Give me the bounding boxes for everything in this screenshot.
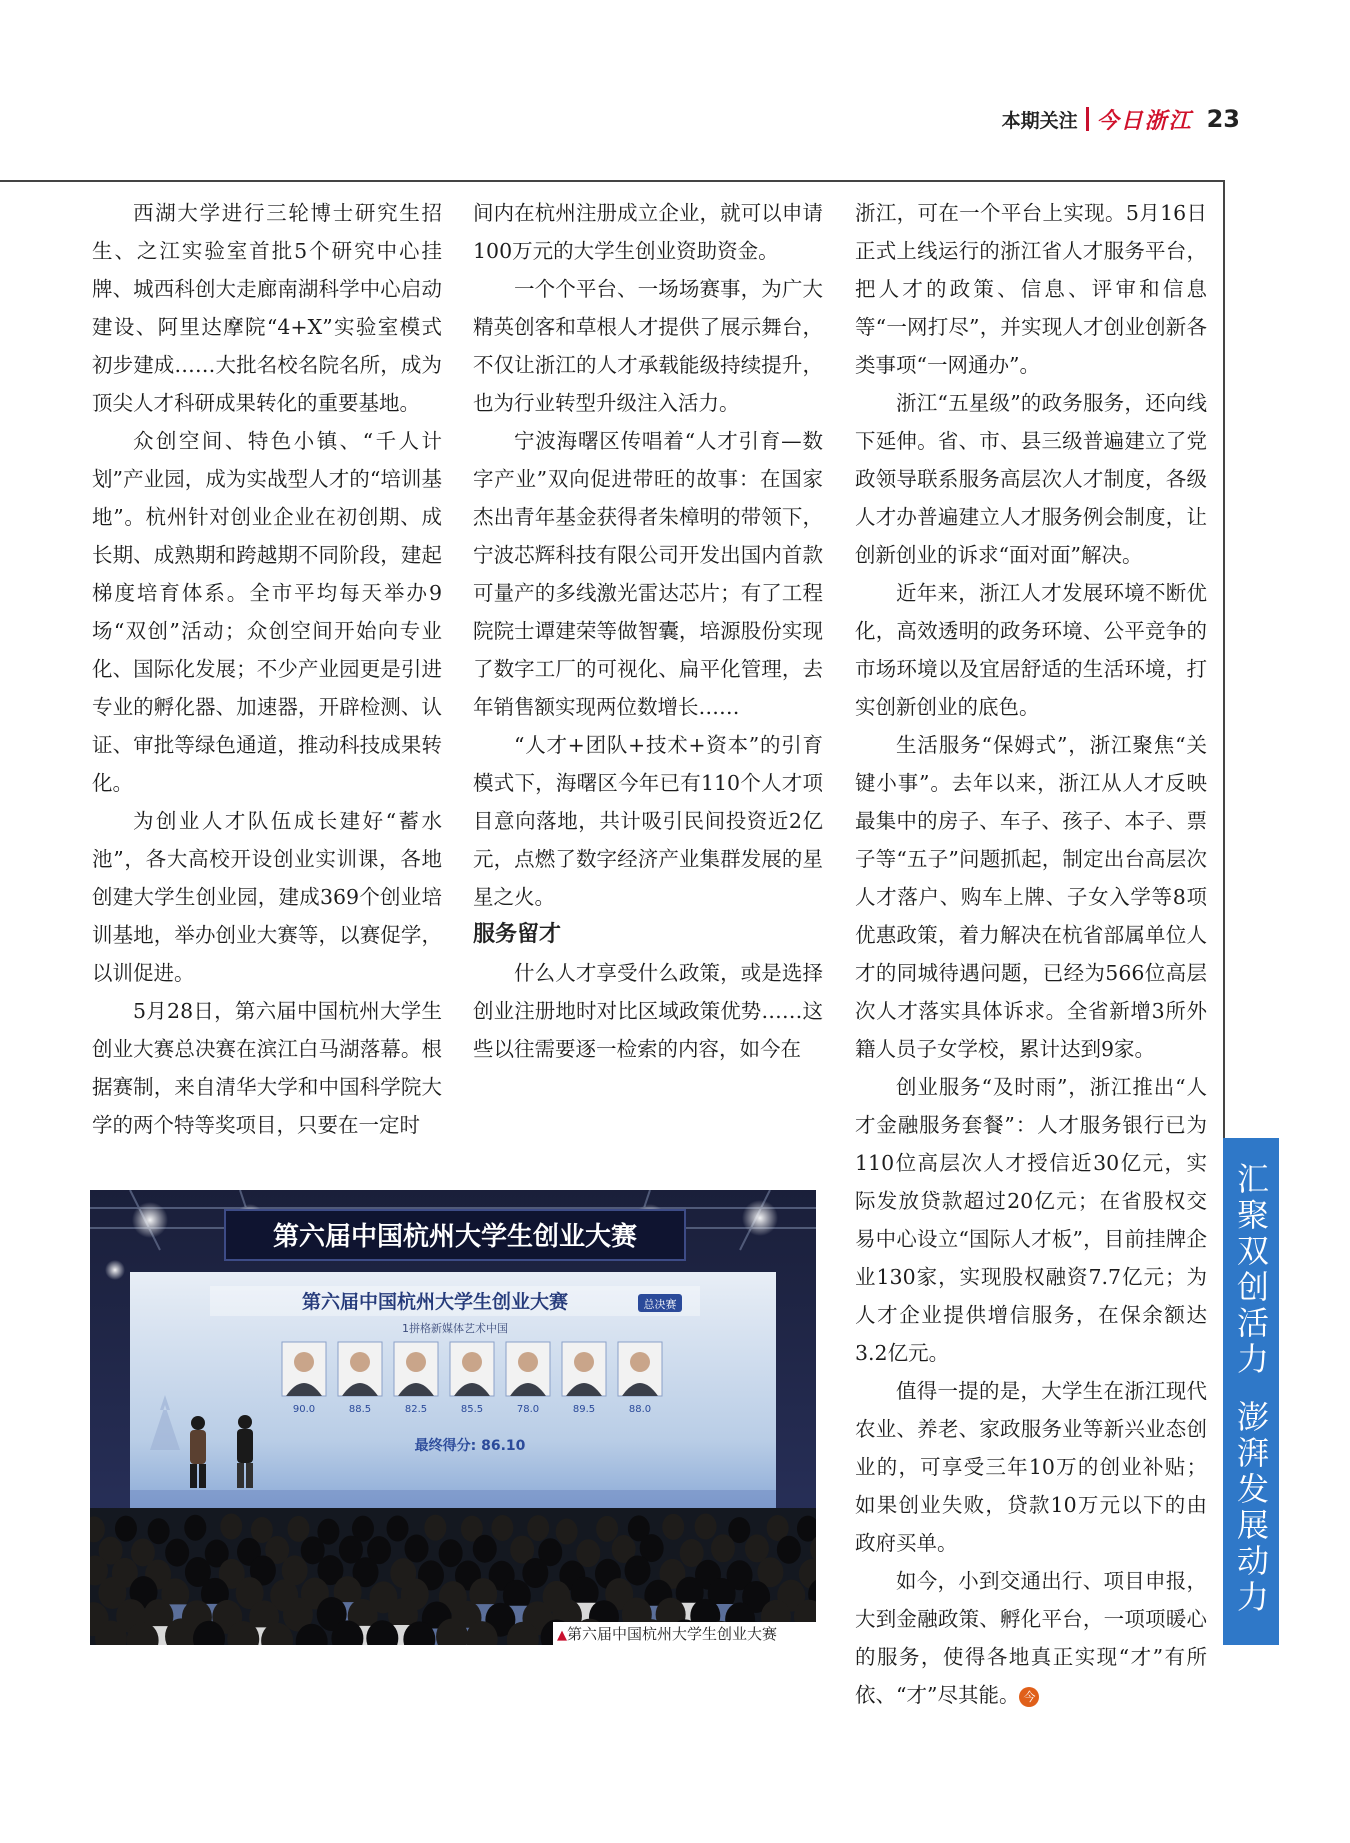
- end-mark-icon: 今: [1019, 1687, 1039, 1707]
- banner-line-1: 汇聚双创活力: [1232, 1162, 1270, 1378]
- judge-face: [518, 1352, 538, 1372]
- page-header: [1002, 101, 1240, 137]
- magazine-logo: 今日浙江: [1096, 107, 1193, 134]
- paragraph: 一个个平台、一场场赛事，为广大精英创客和草根人才提供了展示舞台，不仅让浙江的人才承载能级持续提升，也为行业转型升级注入活力。: [473, 277, 823, 415]
- screen-badge: 总决赛: [643, 1298, 677, 1311]
- paragraph: 西湖大学进行三轮博士研究生招生、之江实验室首批5个研究中心挂牌、城西科创大走廊南湖科学中心启动建设、阿里达摩院“4+X”实验室模式初步建成……大批名校名院名所，成为顶尖人才科研成果转化的重要基地。: [92, 201, 442, 415]
- judge-score: 88.0: [628, 1404, 652, 1415]
- judge-score: 78.0: [516, 1404, 540, 1415]
- column-2: [473, 194, 823, 1068]
- judge-face: [294, 1352, 314, 1372]
- audience-head: [745, 1534, 769, 1562]
- audience-head: [473, 1535, 497, 1563]
- audience-head: [165, 1539, 189, 1567]
- header-divider: [1086, 107, 1089, 131]
- paragraph: 近年来，浙江人才发展环境不断优化，高效透明的政务环境、公平竞争的市场环境以及宜居舒适的生活环境，打实创新创业的底色。: [855, 581, 1207, 719]
- audience-head: [625, 1555, 651, 1585]
- screen-title: 第六届中国杭州大学生创业大赛: [301, 1291, 569, 1313]
- column-1: [92, 194, 442, 1144]
- paragraph: 值得一提的是，大学生在浙江现代农业、养老、家政服务业等新兴业态创业的，可享受三年10万的创业补贴；如果创业失败，贷款10万元以下的由政府买单。: [855, 1379, 1207, 1555]
- paragraph: 浙江，可在一个平台上实现。5月16日正式上线运行的浙江省人才服务平台，把人才的政策、信息、评审和信息等“一网打尽”，并实现人才创业创新各类事项“一网通办”。: [855, 201, 1207, 377]
- audience-head: [662, 1514, 684, 1540]
- audience-head: [220, 1513, 242, 1539]
- paragraph: 创业服务“及时雨”，浙江推出“人才金融服务套餐”：人才服务银行已为110位高层次人才授信近30亿元，实际发放贷款超过20亿元；在省股权交易中心设立“国际人才板”，目前挂牌企业130家，实现股权融资7.7亿元；为人才企业提供增信服务，在保余额达3.2亿元。: [855, 1075, 1207, 1365]
- audience-head: [711, 1534, 735, 1562]
- event-photo: [90, 1190, 816, 1645]
- audience-head: [115, 1516, 137, 1542]
- judge-score: 85.5: [460, 1404, 484, 1415]
- judge-face: [406, 1352, 426, 1372]
- judge-score: 89.5: [572, 1404, 596, 1415]
- paragraph: [855, 1562, 1207, 1714]
- audience-head: [576, 1539, 600, 1567]
- page-number: 23: [1206, 105, 1240, 133]
- paragraph: 5月28日，第六届中国杭州大学生创业大赛总决赛在滨江白马湖落幕。根据赛制，来自清华大学和中国科学院大学的两个特等奖项目，只要在一定时: [92, 999, 442, 1137]
- paragraph: 众创空间、特色小镇、“千人计划”产业园，成为实战型人才的“培训基地”。杭州针对创业企业在初创期、成长期、成熟期和跨越期不同阶段，建起梯度培育体系。全市平均每天举办9场“双创”活动；众创空间开始向专业化、国际化发展；不少产业园更是引进专业的孵化器、加速器，开辟检测、认证、审批等绿色通道，推动科技成果转化。: [92, 429, 442, 795]
- section-subheading: 服务留才: [473, 922, 562, 947]
- stage-banner-text: 第六届中国杭州大学生创业大赛: [272, 1222, 638, 1252]
- screen-subtitle: 1拼格新媒体艺术中国: [402, 1322, 508, 1335]
- paragraph: 什么人才享受什么政策，或是选择创业注册地时对比区域政策优势……这些以往需要逐一检索的内容，如今在: [473, 961, 823, 1061]
- judge-face: [462, 1352, 482, 1372]
- judge-score: 88.5: [348, 1404, 372, 1415]
- side-rule: [1223, 180, 1225, 1138]
- paragraph: “人才+团队+技术+资本”的引育模式下，海曙区今年已有110个人才项目意向落地，共计吸引民间投资近2亿元，点燃了数字经济产业集群发展的星星之火。: [473, 733, 823, 909]
- audience-head: [522, 1558, 548, 1588]
- paragraph: 浙江“五星级”的政务服务，还向线下延伸。省、市、县三级普遍建立了党政领导联系服务高层次人才制度，各级人才办普遍建立人才服务例会制度，让创新创业的诉求“面对面”解决。: [855, 391, 1207, 567]
- audience-head: [405, 1535, 429, 1563]
- paragraph: 生活服务“保姆式”，浙江聚焦“关键小事”。去年以来，浙江从人才反映最集中的房子、车子、孩子、本子、票子等“五子”问题抓起，制定出台高层次人才落户、购车上牌、子女入学等8项优惠政策，着力解决在杭省部属单位人才的同城待遇问题，已经为566位高层次人才落实具体诉求。全省新增3所外籍人员子女学校，累计达到9家。: [855, 733, 1207, 1061]
- judge-face: [350, 1352, 370, 1372]
- paragraph: 为创业人才队伍成长建好“蓄水池”，各大高校开设创业实训课，各地创建大学生创业园，建成369个创业培训基地，举办创业大赛等，以赛促学，以训促进。: [92, 809, 442, 985]
- audience-head: [387, 1516, 409, 1542]
- banner-line-2: 澎湃发展动力: [1232, 1400, 1270, 1616]
- audience-head: [556, 1519, 578, 1545]
- judge-score: 90.0: [292, 1404, 316, 1415]
- audience-head: [424, 1515, 446, 1541]
- top-rule: [0, 180, 1225, 182]
- section-title: 本期关注: [1001, 109, 1078, 132]
- audience-head: [287, 1516, 309, 1542]
- judge-face: [630, 1352, 650, 1372]
- paragraph: 宁波海曙区传唱着“人才引育—数字产业”双向促进带旺的故事：在国家杰出青年基金获得者朱樟明的带领下，宁波芯辉科技有限公司开发出国内首款可量产的多线激光雷达芯片；有了工程院院士谭建荣等做智囊，培源股份实现了数字工厂的可视化、扁平化管理，去年销售额实现两位数增长……: [473, 429, 823, 719]
- audience-head: [695, 1514, 717, 1540]
- judge-score: 82.5: [404, 1404, 428, 1415]
- caption-text: 第六届中国杭州大学生创业大赛: [567, 1625, 778, 1643]
- side-banner: [1223, 1138, 1279, 1645]
- audience-head: [184, 1515, 206, 1541]
- audience-head: [491, 1515, 513, 1541]
- final-score: 最终得分: 86.10: [414, 1438, 526, 1454]
- audience-head: [527, 1515, 549, 1541]
- photo-caption: [553, 1622, 816, 1646]
- judge-face: [574, 1352, 594, 1372]
- triangle-icon: ▲: [557, 1628, 567, 1643]
- paragraph-text: 如今，小到交通出行、项目申报，大到金融政策、孵化平台，一项项暖心的服务，使得各地真正实现“才”有所依、“才”尽其能。: [855, 1569, 1207, 1707]
- paragraph: 间内在杭州注册成立企业，就可以申请100万元的大学生创业资助资金。: [473, 201, 823, 263]
- audience-head: [777, 1536, 801, 1564]
- audience-head: [596, 1516, 618, 1542]
- audience-head: [439, 1539, 463, 1567]
- audience-head: [148, 1518, 170, 1544]
- column-3: [855, 194, 1207, 1714]
